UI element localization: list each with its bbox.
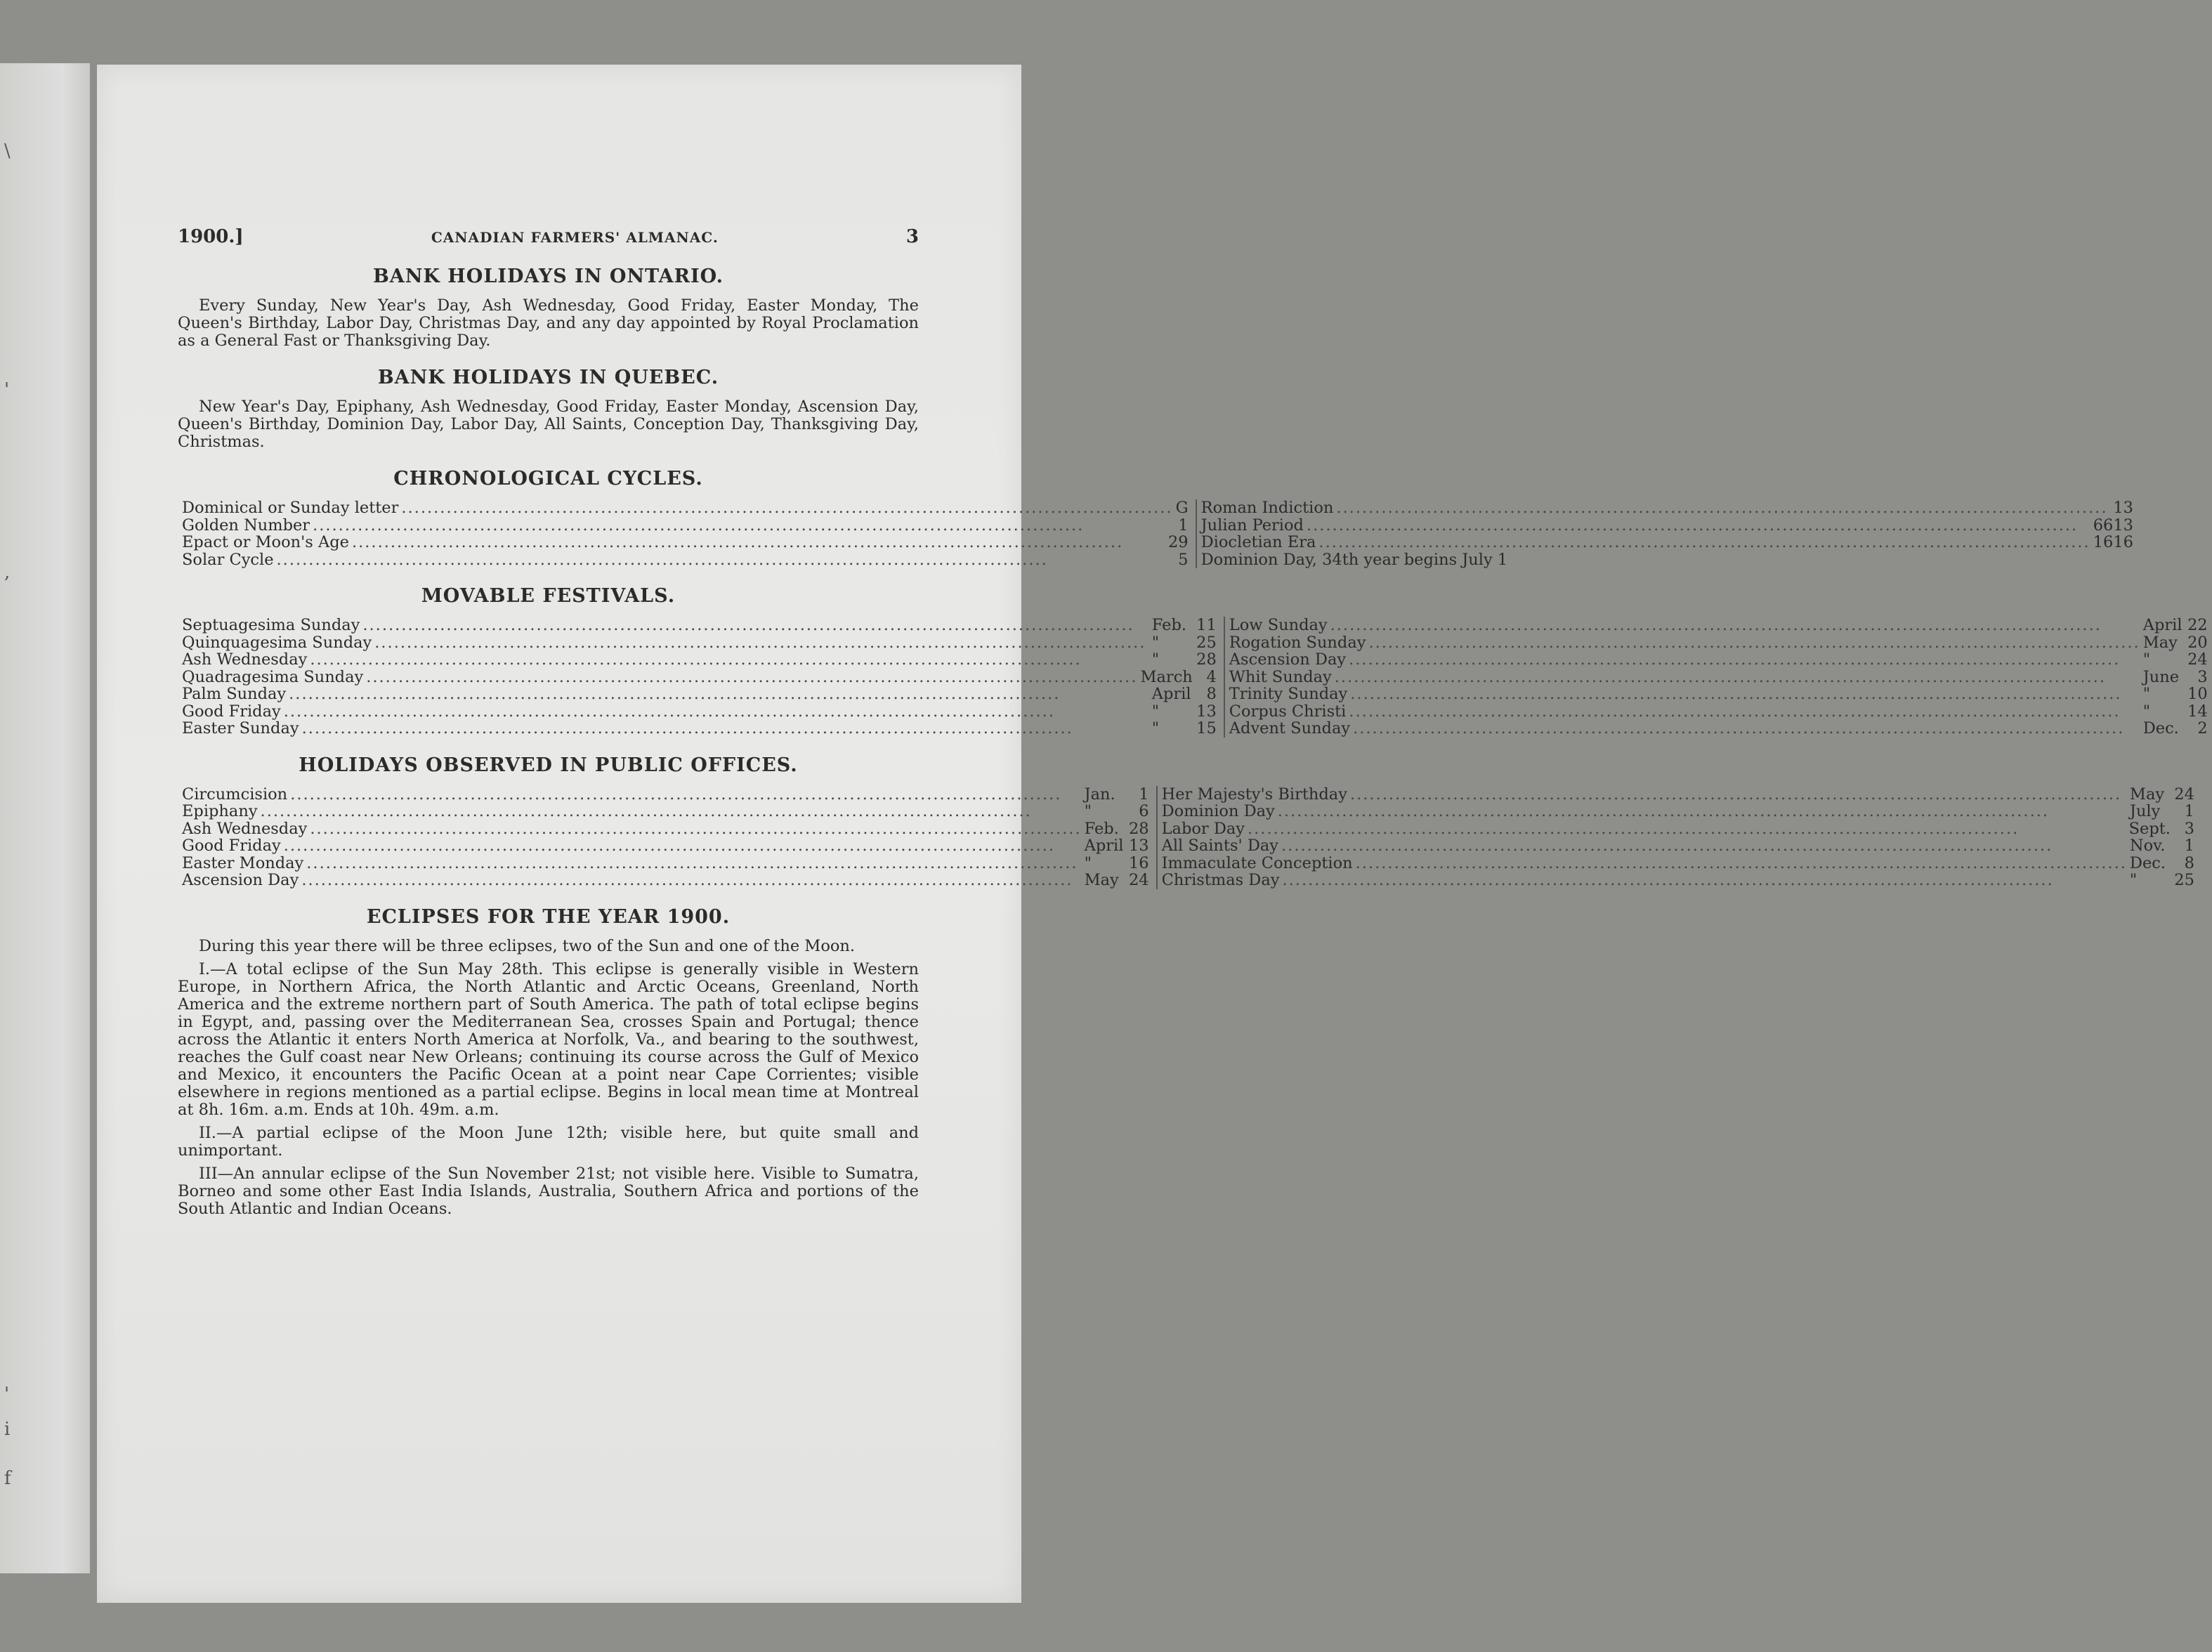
festival-day: 25 bbox=[1196, 633, 1217, 652]
festival-row bbox=[1229, 686, 2208, 703]
cycle-row bbox=[182, 499, 1189, 517]
section-paragraph: Every Sunday, New Year's Day, Ash Wednesday, Good Friday, Easter Monday, The Queen's Birthday, Labor Day, Christmas Day, and any day appointed by Royal Proclamation as a General Fast or Thanksgiving Day. bbox=[178, 296, 919, 350]
cycle-label: Solar Cycle bbox=[182, 550, 274, 569]
festival-month: Feb. bbox=[1151, 616, 1187, 634]
holiday-name: Epiphany bbox=[182, 802, 258, 820]
bank-holidays-ontario bbox=[178, 266, 919, 350]
festival-row bbox=[182, 686, 1217, 703]
festival-name: Septuagesima Sunday bbox=[182, 616, 360, 634]
page-content bbox=[178, 226, 2208, 1224]
holiday-day: 25 bbox=[2174, 871, 2194, 889]
bank-holidays-quebec bbox=[178, 367, 919, 451]
cycle-label: Julian Period bbox=[1200, 516, 1304, 535]
holiday-month: " bbox=[2129, 871, 2138, 889]
festival-name: Quinquagesima Sunday bbox=[182, 633, 372, 652]
festivals-table bbox=[178, 616, 2208, 738]
cycle-label: Diocletian Era bbox=[1200, 533, 1316, 551]
holiday-month: May bbox=[2129, 785, 2165, 804]
festival-name: Ash Wednesday bbox=[182, 650, 308, 669]
chronological-cycles bbox=[178, 468, 2133, 569]
holiday-name: Dominion Day bbox=[1161, 802, 1275, 820]
holiday-name: Ash Wednesday bbox=[182, 819, 308, 838]
holiday-row bbox=[1162, 872, 2194, 889]
facing-page-mark: f bbox=[4, 1468, 11, 1489]
festival-day: 20 bbox=[2187, 633, 2208, 652]
cycle-label: Roman Indiction bbox=[1200, 499, 1334, 517]
festival-month: " bbox=[1151, 633, 1160, 652]
facing-page-mark: ' bbox=[4, 1384, 10, 1405]
festival-row bbox=[1229, 617, 2208, 634]
section-heading: HOLIDAYS OBSERVED IN PUBLIC OFFICES. bbox=[299, 754, 798, 776]
eclipse-paragraph: I.—A total eclipse of the Sun May 28th. This eclipse is generally visible in Western Europe, in Northern Africa, the North Atlantic and Arctic Oceans, Greenland, North America and the extreme northern part of South America. The path of total eclipse begins in Egypt, and, passing over the Mediterranean Sea, crosses Spain and Portugal; thence across the Atlantic it enters North America at Norfolk, Va., and bearing to the southwest, reaches the Gulf coast near New Orleans; continuing its course across the Gulf of Mexico and Mexico, it encounters the Pacific Ocean at a point near Cape Corrientes; visible elsewhere in regions mentioned as a partial eclipse. Begins in local mean time at Montreal at 8h. 16m. a.m. Ends at 10h. 49m. a.m. bbox=[178, 959, 919, 1119]
holiday-month: " bbox=[1084, 802, 1092, 820]
holiday-day: 6 bbox=[1139, 802, 1149, 820]
festival-day: 24 bbox=[2187, 650, 2208, 669]
holiday-row bbox=[1162, 820, 2194, 838]
holiday-row bbox=[1162, 855, 2194, 872]
holiday-day: 24 bbox=[1128, 871, 1149, 889]
facing-page-mark: , bbox=[4, 562, 11, 583]
holiday-day: 1 bbox=[1139, 785, 1149, 804]
eclipse-paragraph: During this year there will be three eclipses, two of the Sun and one of the Moon. bbox=[199, 936, 856, 955]
festival-day: 14 bbox=[2187, 702, 2208, 721]
holiday-month: Dec. bbox=[2129, 853, 2166, 872]
cycle-value: 1616 bbox=[2093, 533, 2133, 551]
festival-row bbox=[182, 634, 1217, 652]
cycle-row bbox=[1201, 534, 2133, 551]
movable-festivals bbox=[178, 585, 2208, 738]
festival-name: Whit Sunday bbox=[1229, 667, 1332, 686]
cycle-value: 13 bbox=[2113, 499, 2133, 517]
eclipse-paragraph: III—An annular eclipse of the Sun November 21st; not visible here. Visible to Sumatra, Borneo and some other East India Islands, Australia, Southern Africa and portions of the South Atlantic and Indian Oceans. bbox=[178, 1164, 919, 1218]
cycle-label: Golden Number bbox=[182, 516, 310, 535]
holiday-name: Circumcision bbox=[182, 785, 288, 804]
holiday-row bbox=[182, 872, 1149, 889]
festival-month: May bbox=[2142, 633, 2178, 652]
holiday-name: Labor Day bbox=[1161, 819, 1245, 838]
cycle-row bbox=[1201, 551, 2133, 569]
holiday-row bbox=[182, 837, 1149, 855]
cycle-value: 1 bbox=[1178, 516, 1189, 535]
festival-month: " bbox=[2142, 650, 2151, 669]
holiday-name: All Saints' Day bbox=[1161, 837, 1279, 855]
facing-page-edge bbox=[0, 63, 90, 1573]
festival-day: 3 bbox=[2197, 667, 2208, 686]
festival-month: June bbox=[2142, 667, 2180, 686]
festival-month: April bbox=[2142, 616, 2182, 634]
holiday-name: Immaculate Conception bbox=[1161, 853, 1353, 872]
cycle-value: 5 bbox=[1178, 550, 1189, 569]
holiday-row bbox=[1162, 803, 2194, 820]
page-number: 3 bbox=[905, 226, 919, 247]
public-holidays-table bbox=[178, 785, 2194, 889]
festival-month: " bbox=[1151, 702, 1160, 721]
festival-row bbox=[182, 703, 1217, 721]
festival-name: Low Sunday bbox=[1229, 616, 1328, 634]
section-heading: MOVABLE FESTIVALS. bbox=[421, 585, 676, 607]
cycle-value: 6613 bbox=[2093, 516, 2133, 535]
festival-day: 8 bbox=[1206, 685, 1217, 703]
cycle-value: G bbox=[1175, 499, 1189, 517]
festival-day: 2 bbox=[2197, 719, 2208, 738]
holiday-day: 1 bbox=[2184, 837, 2194, 855]
festival-month: " bbox=[1151, 719, 1160, 738]
festival-day: 4 bbox=[1206, 667, 1217, 686]
festival-row bbox=[1229, 634, 2208, 652]
public-holidays-left-column bbox=[178, 786, 1158, 889]
cycle-label: Dominion Day, 34th year begins July 1 bbox=[1200, 550, 1508, 569]
festival-name: Rogation Sunday bbox=[1229, 633, 1366, 652]
eclipses-section bbox=[178, 906, 919, 1218]
festival-day: 15 bbox=[1196, 719, 1217, 738]
eclipse-paragraph: II.—A partial eclipse of the Moon June 12th; visible here, but quite small and unimportant. bbox=[178, 1123, 919, 1160]
holiday-row bbox=[1162, 786, 2194, 804]
cycle-row bbox=[182, 517, 1189, 535]
festival-name: Corpus Christi bbox=[1229, 702, 1347, 721]
holiday-day: 1 bbox=[2184, 802, 2194, 820]
festival-day: 22 bbox=[2187, 616, 2208, 634]
holiday-month: Feb. bbox=[1084, 819, 1119, 838]
holiday-row bbox=[182, 786, 1149, 804]
festival-name: Good Friday bbox=[182, 702, 281, 721]
festival-month: " bbox=[1151, 650, 1160, 669]
facing-page-mark: \ bbox=[4, 140, 11, 162]
facing-page-mark: ' bbox=[4, 379, 10, 400]
running-header bbox=[178, 226, 919, 247]
festival-name: Easter Sunday bbox=[182, 719, 299, 738]
holiday-month: April bbox=[1084, 837, 1124, 855]
holiday-name: Ascension Day bbox=[182, 871, 299, 889]
cycle-row bbox=[182, 534, 1189, 551]
festival-row bbox=[182, 669, 1217, 686]
festival-name: Ascension Day bbox=[1229, 650, 1347, 669]
holiday-month: Nov. bbox=[2129, 837, 2166, 855]
holiday-row bbox=[1162, 837, 2194, 855]
festival-month: " bbox=[2142, 685, 2151, 703]
section-heading: BANK HOLIDAYS IN QUEBEC. bbox=[377, 367, 719, 388]
cycle-label: Dominical or Sunday letter bbox=[182, 499, 399, 517]
cycles-table bbox=[178, 499, 2133, 569]
festival-row bbox=[1229, 703, 2208, 721]
holiday-day: 24 bbox=[2174, 785, 2194, 804]
holiday-name: Easter Monday bbox=[182, 853, 304, 872]
festival-day: 13 bbox=[1196, 702, 1217, 721]
festival-name: Palm Sunday bbox=[182, 685, 287, 703]
holiday-day: 16 bbox=[1128, 853, 1149, 872]
holiday-row bbox=[182, 803, 1149, 820]
festival-name: Quadragesima Sunday bbox=[182, 667, 364, 686]
festival-row bbox=[1229, 651, 2208, 669]
public-holidays-right-column bbox=[1158, 786, 2199, 889]
section-heading: BANK HOLIDAYS IN ONTARIO. bbox=[372, 266, 724, 287]
festival-day: 10 bbox=[2187, 685, 2208, 703]
holiday-day: 13 bbox=[1128, 837, 1149, 855]
holiday-month: Jan. bbox=[1084, 785, 1115, 804]
facing-page-mark: i bbox=[4, 1419, 11, 1440]
festival-month: " bbox=[2142, 702, 2151, 721]
header-year: 1900.] bbox=[178, 226, 244, 247]
festival-row bbox=[182, 720, 1217, 738]
cycle-row bbox=[1201, 499, 2133, 517]
holiday-day: 28 bbox=[1128, 819, 1149, 838]
festival-month: Dec. bbox=[2142, 719, 2179, 738]
cycles-right-column bbox=[1197, 499, 2138, 568]
cycle-label: Epact or Moon's Age bbox=[182, 533, 349, 551]
holiday-day: 3 bbox=[2184, 819, 2194, 838]
holiday-month: May bbox=[1084, 871, 1119, 889]
festival-name: Trinity Sunday bbox=[1229, 685, 1348, 703]
festivals-left-column bbox=[178, 617, 1225, 738]
festival-month: March bbox=[1140, 667, 1193, 686]
holiday-month: July bbox=[2129, 802, 2161, 820]
cycles-left-column bbox=[178, 499, 1197, 568]
section-heading: CHRONOLOGICAL CYCLES. bbox=[393, 468, 703, 490]
holiday-row bbox=[182, 855, 1149, 872]
holiday-day: 8 bbox=[2184, 853, 2194, 872]
festival-row bbox=[1229, 720, 2208, 738]
festival-row bbox=[182, 651, 1217, 669]
holiday-row bbox=[182, 820, 1149, 838]
public-office-holidays bbox=[178, 754, 2194, 889]
cycle-value: 29 bbox=[1167, 533, 1189, 551]
festival-row bbox=[1229, 669, 2208, 686]
section-paragraph: New Year's Day, Epiphany, Ash Wednesday, Good Friday, Easter Monday, Ascension Day, Queen's Birthday, Dominion Day, Labor Day, All Saints, Conception Day, Thanksgiving Day, Christmas. bbox=[178, 398, 919, 451]
cycle-row bbox=[1201, 517, 2133, 535]
holiday-name: Her Majesty's Birthday bbox=[1161, 785, 1347, 804]
holiday-month: Sept. bbox=[2128, 819, 2171, 838]
section-heading: ECLIPSES FOR THE YEAR 1900. bbox=[366, 905, 731, 928]
festival-day: 28 bbox=[1196, 650, 1217, 669]
cycle-row bbox=[182, 551, 1189, 569]
festivals-right-column bbox=[1225, 617, 2212, 738]
almanac-page bbox=[97, 65, 2208, 1603]
festival-day: 11 bbox=[1196, 616, 1217, 634]
festival-row bbox=[182, 617, 1217, 634]
festival-name: Advent Sunday bbox=[1229, 719, 1351, 738]
holiday-month: " bbox=[1084, 853, 1092, 872]
festival-month: April bbox=[1151, 685, 1191, 703]
holiday-name: Christmas Day bbox=[1161, 871, 1280, 889]
header-title: CANADIAN FARMERS' ALMANAC. bbox=[431, 229, 719, 246]
holiday-name: Good Friday bbox=[182, 837, 281, 855]
